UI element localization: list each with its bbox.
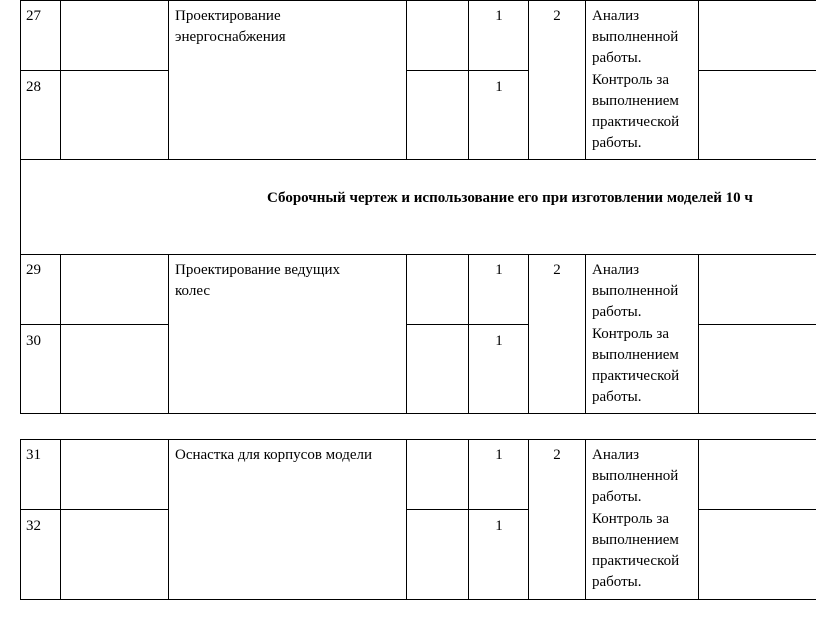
hours-cell: 1: [495, 333, 503, 349]
control-text: выполнением: [592, 347, 679, 363]
total-hours-cell: 2: [553, 447, 561, 463]
control-text: практической: [592, 368, 680, 384]
row-number: 27: [26, 8, 41, 24]
row-number: 32: [26, 518, 41, 534]
control-text: Анализ: [592, 447, 640, 463]
control-text: Контроль за: [592, 511, 669, 527]
control-text: выполненной: [592, 29, 679, 45]
control-text: работы.: [592, 389, 642, 405]
control-text: Анализ: [592, 8, 640, 24]
control-text: работы.: [592, 574, 642, 590]
topic-text: энергоснабжения: [175, 29, 286, 45]
hours-cell: 1: [495, 79, 503, 95]
control-text: Анализ: [592, 262, 640, 278]
control-text: выполненной: [592, 283, 679, 299]
row-number: 29: [26, 262, 41, 278]
control-text: выполнением: [592, 532, 679, 548]
hours-cell: 1: [495, 262, 503, 278]
topic-text: Проектирование ведущих: [175, 262, 341, 278]
hours-cell: 1: [495, 8, 503, 24]
control-text: работы.: [592, 304, 642, 320]
topic-text: колес: [175, 283, 211, 299]
control-text: практической: [592, 553, 680, 569]
control-text: практической: [592, 114, 680, 130]
row-number: 30: [26, 333, 41, 349]
hours-cell: 1: [495, 447, 503, 463]
section-heading: Сборочный чертеж и использование его при изготовлении моделей 10 ч: [267, 190, 753, 206]
control-text: выполненной: [592, 468, 679, 484]
total-hours-cell: 2: [553, 8, 561, 24]
topic-text: Проектирование: [175, 8, 281, 24]
hours-cell: 1: [495, 518, 503, 534]
control-text: работы.: [592, 135, 642, 151]
control-text: работы.: [592, 489, 642, 505]
total-hours-cell: 2: [553, 262, 561, 278]
row-number: 28: [26, 79, 41, 95]
control-text: Контроль за: [592, 326, 669, 342]
control-text: выполнением: [592, 93, 679, 109]
topic-text: Оснастка для корпусов модели: [175, 447, 373, 463]
control-text: работы.: [592, 50, 642, 66]
row-number: 31: [26, 447, 41, 463]
control-text: Контроль за: [592, 72, 669, 88]
